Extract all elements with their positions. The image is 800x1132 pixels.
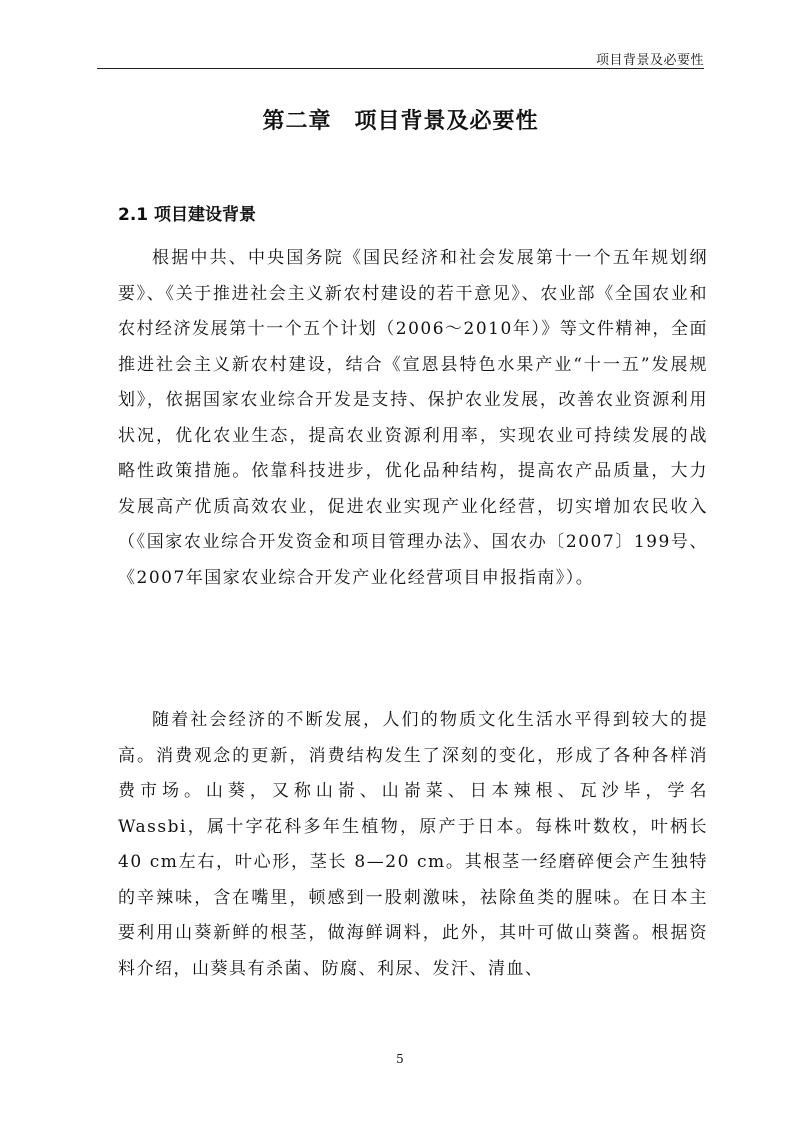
running-header: 项目背景及必要性 xyxy=(595,53,704,68)
paragraph-wasabi: 随着社会经济的不断发展，人们的物质文化生活水平得到较大的提高。消费观念的更新，消费结构发生了深刻的变化，形成了各种各样消费市场。山葵，又称山嵛、山嵛菜、日本辣根、瓦沙毕，学名 Wassbi，属十字花科多年生植物，原产于日本。每株叶数枚，叶柄长 40 cm左右，叶心形，茎长 8—20 cm。其根茎一经磨碎便会产生独特的辛辣味，含在嘴里，顿感到一股刺激味，祛除鱼类的腥味。在日本主要利用山葵新鲜的根茎，做海鲜调料，此外，其叶可做山葵酱。根据资料介绍，山葵具有杀菌、防腐、利尿、发汗、清血、 xyxy=(118,710,708,979)
paragraph-background: 根据中共、中央国务院《国民经济和社会发展第十一个五年规划纲要》、《关于推进社会主义新农村建设的若干意见》、农业部《全国农业和农村经济发展第十一个五个计划（2006～2010年）》等文件精神，全面推进社会主义新农村建设，结合《宣恩县特色水果产业“十一五”发展规划》，依据国家农业综合开发是支持、保护农业发展，改善农业资源利用状况，优化农业生态，提高农业资源利用率，实现农业可持续发展的战略性政策措施。依靠科技进步，优化品种结构，提高农产品质量，大力发展高产优质高效农业，促进农业实现产业化经营，切实增加农民收入（《国家农业综合开发资金和项目管理办法》、国农办〔2007〕199号、《2007年国家农业综合开发产业化经营项目申报指南》）。 xyxy=(118,248,708,588)
section-heading: 2.1 项目建设背景 xyxy=(118,205,257,225)
page-number: 5 xyxy=(396,1052,404,1066)
header-divider xyxy=(97,68,704,69)
chapter-title: 第二章 项目背景及必要性 xyxy=(262,109,539,134)
